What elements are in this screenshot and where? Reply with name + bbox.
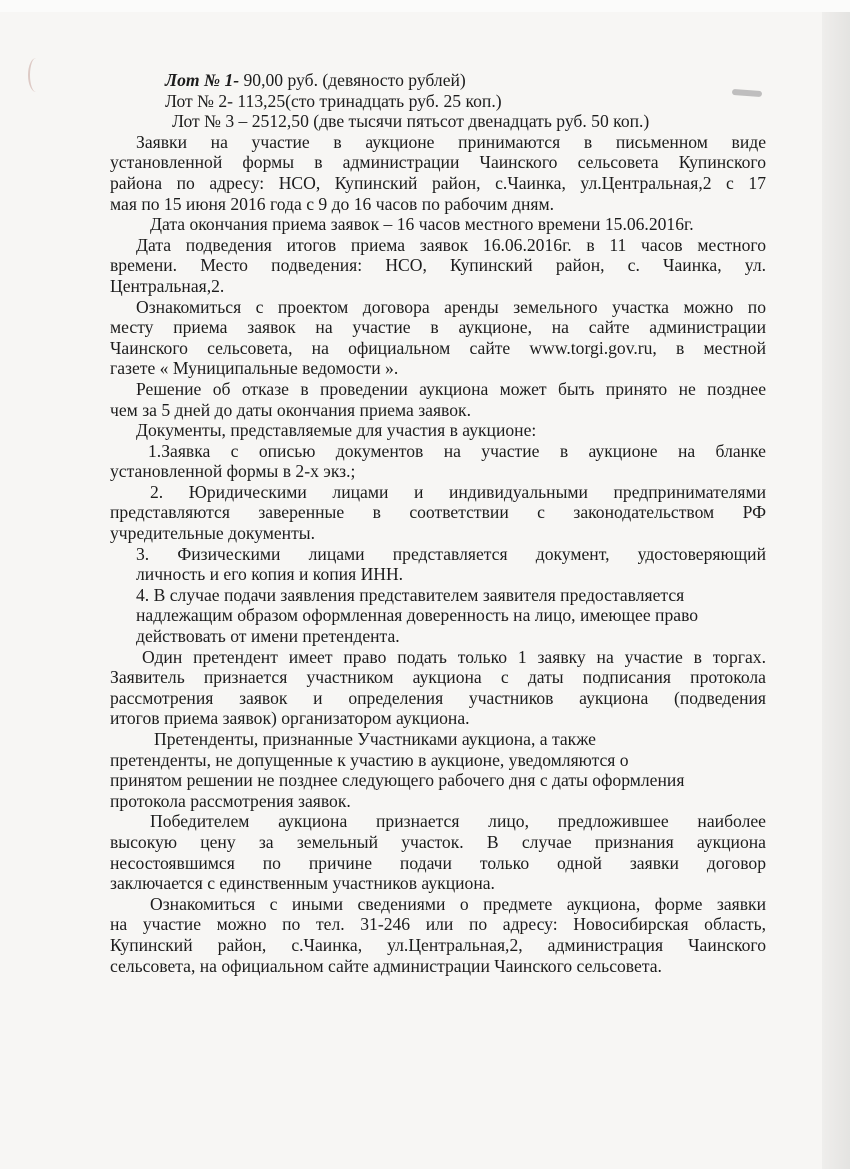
text-line: 4. В случае подачи заявления представителем заявителя предоставляется [136,584,685,605]
text-line: высокую цену за земельный участок. В случае признания аукциона [110,831,766,852]
text-line: принятом решении не позднее следующего рабочего дня с даты оформления [110,770,685,791]
text-line: Дата окончания приема заявок – 16 часов местного времени 15.06.2016г. [150,214,694,235]
text-line: Документы, представляемые для участия в аукционе: [136,420,537,441]
body-paragraphs [110,132,766,976]
text-line: Ознакомиться с проектом договора аренды земельного участка можно по [136,296,766,317]
document-body [110,70,766,976]
lot-3-line: Лот № 3 – 2512,50 (две тысячи пятьсот двенадцать руб. 50 коп.) [172,111,650,132]
text-line: Заявитель признается участником аукциона с даты подписания протокола [110,667,766,688]
text-line: Центральная,2. [110,275,225,296]
text-line: Претенденты, признанные Участниками аукциона, а также [154,729,596,749]
text-line: Заявки на участие в аукционе принимаются в письменном виде [136,131,766,152]
text-line: итогов приема заявок) организатором аукциона. [110,708,470,729]
text-line: мая по 15 июня 2016 года с 9 до 16 часов по рабочим дням. [110,193,555,214]
text-line: Купинский район, с.Чаинка, ул.Центральная,2, администрация Чаинского [110,934,766,955]
text-line: действовать от имени претендента. [136,626,400,647]
text-line: 1.Заявка с описью документов на участие в аукционе на бланке [148,440,766,461]
text-line: 2. Юридическими лицами и индивидуальными предпринимателями [150,481,766,502]
scan-right-edge [822,12,850,1169]
text-line: установленной формы в администрации Чаинского сельсовета Купинского [110,152,766,173]
scan-mark-left [28,58,44,92]
text-line: Ознакомиться с иными сведениями о предмете аукциона, форме заявки [150,893,766,914]
lot-2-line: Лот № 2- 113,25(сто тринадцать руб. 25 коп.) [165,90,502,111]
lot-1-label: Лот № 1- [165,70,240,90]
text-line: Дата подведения итогов приема заявок 16.06.2016г. в 11 часов местного [136,234,766,255]
text-line: Победителем аукциона признается лицо, предложившее наиболее [150,811,766,832]
scan-top-edge [0,0,850,12]
text-line: 3. Физическими лицами представляется документ, удостоверяющий [136,543,766,564]
text-line: установленной формы в 2-х экз.; [110,461,356,482]
text-line: сельсовета, на официальном сайте администрации Чаинского сельсовета. [110,955,662,976]
text-line: несостоявшимся по причине подачи только одной заявки договор [110,852,766,873]
text-line: газете « Муниципальные ведомости ». [110,358,399,379]
text-line: рассмотрения заявок и определения участников аукциона (подведения [110,687,766,708]
text-line: претенденты, не допущенные к участию в аукционе, уведомляются о [110,749,629,770]
lot-1-line [110,70,766,91]
lot-1-price: 90,00 руб. (девяносто рублей) [239,70,466,90]
text-line: Один претендент имеет право подать только 1 заявку на участие в торгах. [142,646,766,667]
text-line: протокола рассмотрения заявок. [110,790,351,811]
text-line: Решение об отказе в проведении аукциона может быть принято не позднее [136,378,766,399]
text-line: месту приема заявок на участие в аукционе, на сайте администрации [110,317,766,338]
text-line: надлежащим образом оформленная доверенность на лицо, имеющее право [136,605,699,626]
text-line: учредительные документы. [110,523,316,544]
text-line: заключается с единственным участников аукциона. [110,873,495,894]
text-line: представляются заверенные в соответствии с законодательством РФ [110,502,766,523]
text-line: на участие можно по тел. 31-246 или по адресу: Новосибирская область, [110,914,766,935]
text-line: личность и его копия и копия ИНН. [136,564,404,585]
text-line: района по адресу: НСО, Купинский район, с.Чаинка, ул.Центральная,2 с 17 [110,172,766,193]
text-line: времени. Место подведения: НСО, Купинский район, с. Чаинка, ул. [110,255,766,276]
text-line: чем за 5 дней до даты окончания приема заявок. [110,399,471,420]
text-line: Чаинского сельсовета, на официальном сайте www.torgi.gov.ru, в местной [110,337,766,358]
